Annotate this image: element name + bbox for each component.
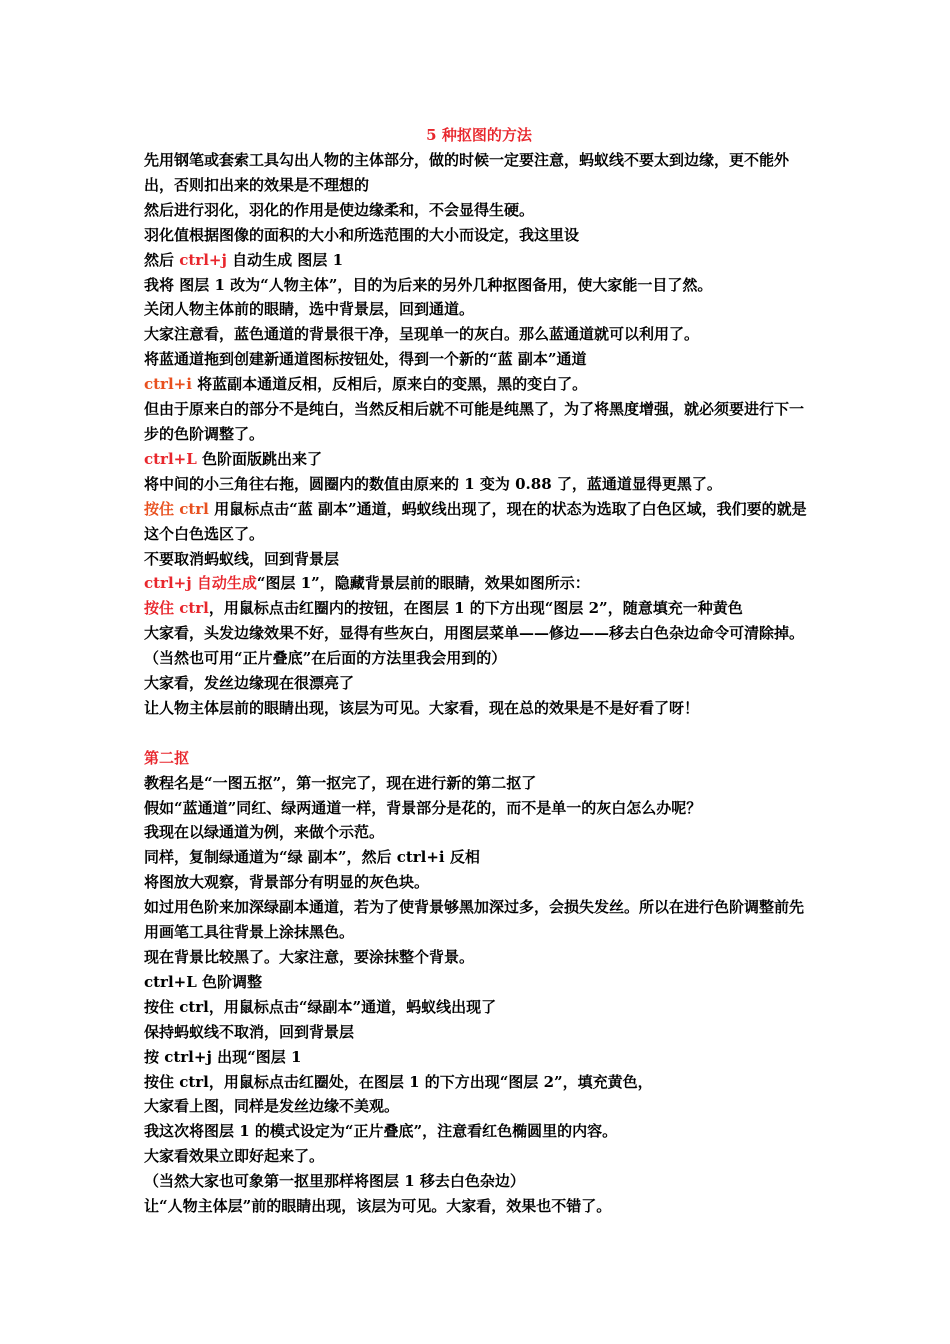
paragraph: 假如“蓝通道”同红、绿两通道一样，背景部分是花的，而不是单一的灰白怎么办呢？ <box>144 798 702 817</box>
paragraph: 我将 图层 1 改为“人物主体”，目的为后来的另外几种抠图备用，使大家能一目了然。 <box>144 275 713 294</box>
section-gap <box>144 721 814 746</box>
section-one <box>144 148 814 721</box>
paragraph: 将图放大观察，背景部分有明显的灰色块。 <box>144 873 430 892</box>
paragraph <box>144 596 814 621</box>
highlight-text: ctrl+L <box>144 449 197 468</box>
paragraph: 如过用色阶来加深绿副本通道，若为了使背景够黑加深过多，会损失发丝。所以在进行色阶调整前先用画笔工具往背景上涂抹黑色。 <box>144 898 805 942</box>
paragraph-text: 色阶面版跳出来了 <box>196 449 323 468</box>
paragraph: 但由于原来白的部分不是纯白，当然反相后就不可能是纯黑了，为了将黑度增强，就必须要进行下一步的色阶调整了。 <box>144 400 805 443</box>
paragraph: （当然大家也可象第一抠里那样将图层 1 移去白色杂边） <box>144 1172 525 1191</box>
paragraph: 我现在以绿通道为例，来做个示范。 <box>144 823 385 842</box>
paragraph: 按住 ctrl，用鼠标点击红圈处，在图层 1 的下方出现“图层 2”，填充黄色， <box>144 1072 653 1091</box>
paragraph: 关闭人物主体前的眼睛，选中背景层，回到通道。 <box>144 300 475 319</box>
paragraph <box>144 248 814 273</box>
paragraph-text: 用鼠标点击“蓝 副本”通道，蚂蚁线出现了，现在的状态为选取了白色区域，我们要的就是这个白色选区了。 <box>144 499 807 543</box>
paragraph: 保持蚂蚁线不取消，回到背景层 <box>144 1022 355 1041</box>
paragraph-text: 将蓝副本通道反相，反相后，原来白的变黑，黑的变白了。 <box>191 375 588 394</box>
paragraph: 教程名是“一图五抠”，第一抠完了，现在进行新的第二抠了 <box>144 773 537 792</box>
paragraph-text: “图层 1”，隐藏背景层前的眼睛，效果如图所示： <box>256 574 590 593</box>
paragraph: 然后进行羽化，羽化的作用是使边缘柔和，不会显得生硬。 <box>144 200 535 219</box>
section-two-heading: 第二抠 <box>144 748 190 767</box>
paragraph: 大家看效果立即好起来了。 <box>144 1147 325 1166</box>
paragraph: ctrl+L 色阶调整 <box>144 972 263 991</box>
paragraph-text: ，用鼠标点击红圈内的按钮，在图层 1 的下方出现“图层 2”，随意填充一种黄色 <box>208 599 743 618</box>
paragraph: 大家看，发丝边缘现在很漂亮了 <box>144 674 355 693</box>
highlight-text: ctrl+j 自动生成 <box>144 574 257 593</box>
paragraph: 按 ctrl+j 出现“图层 1 <box>144 1047 302 1066</box>
paragraph: 大家看，头发边缘效果不好，显得有些灰白，用图层菜单——修边——移去白色杂边命令可清除掉。（当然也可用“正片叠底”在后面的方法里我会用到的） <box>144 624 805 668</box>
paragraph: 先用钢笔或套索工具勾出人物的主体部分，做的时候一定要注意，蚂蚁线不要太到边缘，更不能外出，否则扣出来的效果是不理想的 <box>144 151 790 194</box>
paragraph: 让“人物主体层”前的眼睛出现，该层为可见。大家看，效果也不错了。 <box>144 1197 612 1216</box>
document-page <box>144 123 814 1219</box>
paragraph: 我这次将图层 1 的模式设定为“正片叠底”，注意看红色椭圆里的内容。 <box>144 1122 618 1141</box>
paragraph: 按住 ctrl，用鼠标点击“绿副本”通道，蚂蚁线出现了 <box>144 997 497 1016</box>
paragraph: 将蓝通道拖到创建新通道图标按钮处，得到一个新的“蓝 副本”通道 <box>144 350 587 369</box>
paragraph: 将中间的小三角往右拖，圆圈内的数值由原来的 1 变为 0.88 了，蓝通道显得更黑了。 <box>144 474 722 493</box>
paragraph: 现在背景比较黑了。大家注意，要涂抹整个背景。 <box>144 947 475 966</box>
paragraph <box>144 372 814 397</box>
highlight-text: 按住 ctrl <box>144 499 209 518</box>
highlight-text: ctrl+i <box>144 375 192 394</box>
section-two <box>144 771 814 1219</box>
paragraph: 让人物主体层前的眼睛出现，该层为可见。大家看，现在总的效果是不是好看了呀！ <box>144 698 700 717</box>
paragraph-text: 然后 <box>144 250 180 269</box>
paragraph <box>144 497 814 547</box>
highlight-text: ctrl+j <box>179 250 227 269</box>
highlight-text: 按住 ctrl <box>144 599 209 618</box>
paragraph-text: 自动生成 图层 1 <box>226 250 344 269</box>
paragraph: 大家注意看，蓝色通道的背景很干净，呈现单一的灰白。那么蓝通道就可以利用了。 <box>144 325 700 344</box>
document-title: 5 种抠图的方法 <box>426 126 532 144</box>
paragraph <box>144 447 814 472</box>
paragraph: 羽化值根据图像的面积的大小和所选范围的大小而设定，我这里设 <box>144 225 580 244</box>
paragraph: 不要取消蚂蚁线，回到背景层 <box>144 549 340 568</box>
paragraph <box>144 571 814 596</box>
paragraph: 大家看上图，同样是发丝边缘不美观。 <box>144 1097 400 1116</box>
paragraph: 同样，复制绿通道为“绿 副本”，然后 ctrl+i 反相 <box>144 848 480 867</box>
